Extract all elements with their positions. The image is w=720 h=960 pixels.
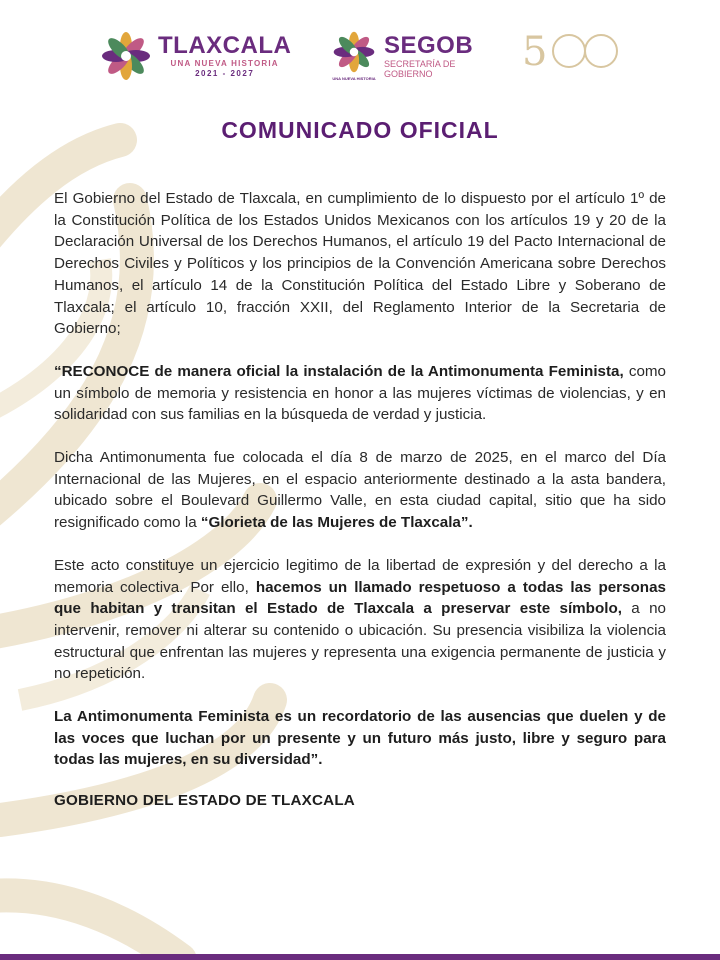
tlaxcala-subtitle: UNA NUEVA HISTORIA [170,59,279,68]
appeal-bold-text: hacemos un llamado respetuoso a todas las personas que habitan y transitan el Estado de Tlaxcala a preservar este símbolo, [54,578,666,618]
page-title: COMUNICADO OFICIAL [221,117,499,143]
tlaxcala-years: 2021 - 2027 [195,69,255,78]
segob-title: SEGOB [384,31,474,59]
anniversary-zero-1 [552,34,586,68]
anniversary-500-logo [518,30,628,86]
paragraph-recognition [54,361,666,426]
segob-logo [332,30,473,81]
header [0,30,720,100]
segob-tagline: UNA NUEVA HISTORIA [332,76,376,81]
tlaxcala-flower-icon [100,30,152,82]
paragraph-appeal [54,555,666,685]
segob-subtitle-line2: GOBIERNO [384,68,433,79]
document-body [54,188,666,809]
anniversary-number: 5 [522,29,548,75]
paragraph-legal-basis: El Gobierno del Estado de Tlaxcala, en cumplimiento de lo dispuesto por el artículo 1º de la Constitución Política de los Estados Unidos Mexicanos con los artículos 19 y 20 de la Declaración Universal de los Derechos Humanos, el artículo 19 del Pacto Internacional de Derechos Civiles y Políticos y los principios de la Convención Americana sobre Derechos Humanos, el artículo 14 de la Constitución Política del Estado Libre y Soberano de Tlaxcala; el artículo 10, fracción XXII, del Reglamento Interior de la Secretaria de Gobierno; [54,190,666,338]
tlaxcala-title: TLAXCALA [158,32,292,59]
appeal-text-2: a no intervenir, remover ni alterar su contenido o ubicación. Su presencia visibiliza la violencia estructural que enfrentan las mujeres y representa una exigencia permanente de justicia y no repetición. [54,600,666,683]
paragraph-closing [54,706,666,771]
recognition-text: como un símbolo de memoria y resistencia en honor a las mujeres víctimas de violencias, y en solidaridad con sus familias en la búsqueda de verdad y justicia. [54,362,667,424]
bottom-color-strip [0,954,720,960]
anniversary-zero-2 [584,34,618,68]
segob-subtitle-line1: SECRETARÍA DE [384,58,456,69]
recognition-bold-text: “RECONOCE de manera oficial la instalación de la Antimonumenta Feminista, [54,362,624,380]
glorieta-name: “Glorieta de las Mujeres de Tlaxcala”. [200,514,473,532]
signature: GOBIERNO DEL ESTADO DE TLAXCALA [54,792,355,810]
segob-flower-icon [332,30,376,74]
installation-text: Dicha Antimonumenta fue colocada el día 8 de marzo de 2025, en el marco del Día Internacional de las Mujeres, en el espacio anteriormente destinado a la asta bandera, ubicado sobre el Boulevard Guillermo Valle, en esta ciudad capital, sitio que ha sido resignificado como la [54,449,666,532]
tlaxcala-logo [100,30,291,82]
appeal-text-1: Este acto constituye un ejercicio legitimo de la libertad de expresión y del derecho a la memoria colectiva. Por ello, [54,556,666,596]
paragraph-installation [54,447,666,534]
closing-bold-text: La Antimonumenta Feminista es un recordatorio de las ausencias que duelen y de las voces que luchan por un presente y un futuro más justo, libre y seguro para todas las mujeres, en su diversidad”. [54,708,666,769]
